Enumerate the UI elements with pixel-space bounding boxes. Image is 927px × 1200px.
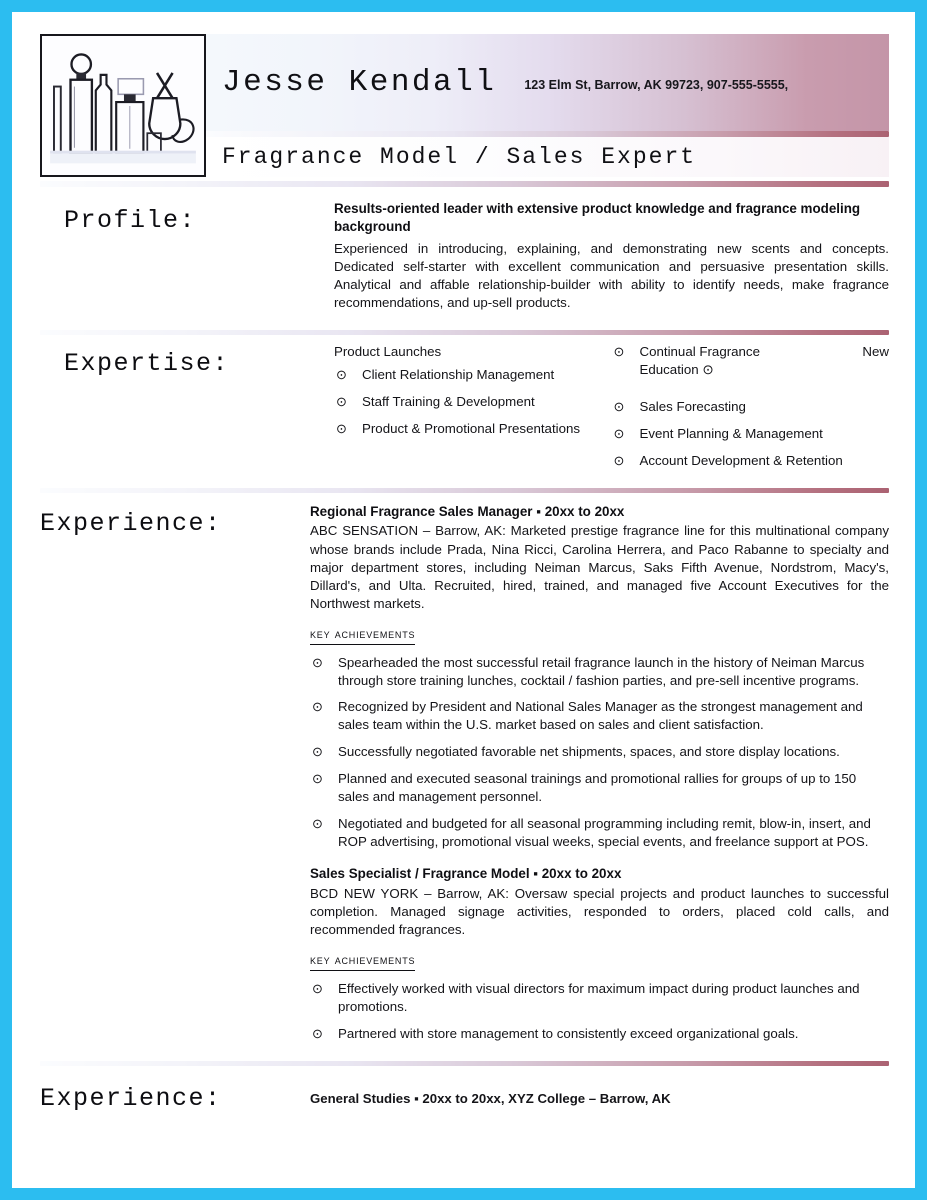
section-label-experience: Experience: — [40, 508, 222, 538]
list-item — [310, 743, 889, 761]
expertise-item-label: Staff Training & Development — [362, 393, 535, 409]
divider-after-expertise — [40, 488, 889, 493]
name-band — [206, 34, 889, 131]
list-item — [334, 420, 612, 438]
circled-dot-icon: ⊙ — [312, 980, 323, 996]
expertise-item-first — [640, 343, 890, 379]
experience-entry — [310, 865, 889, 1043]
contact-info: 123 Elm St, Barrow, AK 99723, 907-555-5555, — [524, 77, 789, 92]
education-body — [310, 1078, 889, 1113]
list-item — [612, 425, 890, 443]
expertise-column-right — [612, 343, 890, 470]
job-description: BCD NEW YORK – Barrow, AK: Oversaw special projects and product launches to successful completion. Managed signage activities, responded to orders, placed cold calls, and recommended fragrances. — [310, 885, 889, 938]
header-text-block — [206, 34, 889, 177]
experience-body — [310, 503, 889, 1043]
list-item — [310, 698, 889, 734]
section-experience — [40, 503, 889, 1043]
achievement-text: Recognized by President and National Sales Manager as the strongest management and sales team within the U.S. market based on sales and client satisfaction. — [338, 699, 863, 733]
circled-dot-icon: ⊙ — [312, 771, 323, 787]
divider-after-experience — [40, 1061, 889, 1066]
circled-dot-icon: ⊙ — [336, 366, 347, 382]
expertise-item-tail: New — [862, 343, 889, 359]
circled-dot-icon: ⊙ — [613, 343, 625, 359]
list-item — [612, 452, 890, 470]
experience-entry — [310, 503, 889, 851]
circled-dot-icon: ⊙ — [312, 699, 323, 715]
expertise-item-label: Continual Fragrance Education ⊙ — [639, 343, 760, 377]
key-achievements-heading: key achievements — [310, 626, 415, 645]
list-item — [310, 654, 889, 690]
section-label-education: Experience: — [40, 1083, 222, 1113]
expertise-item-label: Event Planning & Management — [639, 425, 823, 441]
page-title: Jesse Kendall — [222, 65, 497, 100]
job-title: Regional Fragrance Sales Manager ▪ 20xx to 20xx — [310, 503, 625, 519]
circled-dot-icon: ⊙ — [312, 744, 323, 760]
section-expertise — [40, 343, 889, 470]
resume-header — [40, 34, 889, 177]
expertise-item-label: Sales Forecasting — [639, 398, 746, 414]
job-title-band — [206, 137, 889, 177]
circled-dot-icon: ⊙ — [312, 1025, 323, 1041]
list-item — [612, 398, 890, 416]
divider-after-profile — [40, 330, 889, 335]
headline-job-title: Fragrance Model / Sales Expert — [222, 144, 697, 170]
expertise-item-label: Product & Promotional Presentations — [362, 420, 581, 436]
achievement-text: Partnered with store management to consistently exceed organizational goals. — [338, 1025, 799, 1041]
circled-dot-icon: ⊙ — [336, 393, 347, 409]
circled-dot-icon: ⊙ — [613, 452, 625, 468]
expertise-item-label: Account Development & Retention — [639, 452, 843, 468]
expertise-plain-item: Product Launches — [334, 343, 442, 359]
achievement-text: Spearheaded the most successful retail fragrance launch in the history of Neiman Marcus through store training lunches, cocktail / fashion parties, and pre-sell incentive programs. — [338, 654, 865, 688]
profile-body — [334, 200, 889, 312]
perfume-bottles-photo — [40, 34, 206, 177]
circled-dot-icon: ⊙ — [312, 816, 323, 832]
circled-dot-icon: ⊙ — [312, 654, 323, 670]
profile-headline: Results-oriented leader with extensive product knowledge and fragrance modeling background — [334, 201, 861, 234]
achievement-text: Negotiated and budgeted for all seasonal programming including remit, blow-in, insert, and ROP advertising, promotional visual weeks, special events, and freelance support at POS. — [338, 816, 871, 850]
key-achievements-heading: key achievements — [310, 952, 415, 971]
list-item — [310, 980, 889, 1016]
section-label-expertise: Expertise: — [64, 348, 230, 378]
job-title: Sales Specialist / Fragrance Model ▪ 20xx to 20xx — [310, 866, 622, 882]
list-item — [310, 815, 889, 851]
section-label-profile: Profile: — [64, 206, 197, 235]
list-item — [612, 343, 890, 379]
achievement-text: Successfully negotiated favorable net shipments, spaces, and store display locations. — [338, 744, 840, 760]
circled-dot-icon: ⊙ — [336, 420, 347, 436]
resume-sheet — [12, 12, 915, 1188]
education-entry: General Studies ▪ 20xx to 20xx, XYZ College – Barrow, AK — [310, 1090, 671, 1106]
expertise-column-left — [334, 343, 612, 470]
profile-paragraph: Experienced in introducing, explaining, and demonstrating new scents and concepts. Dedicated self-starter with excellent communication and persuasive presentation skills. Analytical and affable relationship-builder with ability to identify needs, make fragrance recommendations, and up-sell products. — [334, 240, 889, 310]
header-divider-2 — [40, 181, 889, 187]
list-item — [310, 1025, 889, 1043]
section-profile — [40, 200, 889, 312]
expertise-item-label: Client Relationship Management — [362, 366, 555, 382]
circled-dot-icon: ⊙ — [613, 425, 625, 441]
achievement-text: Planned and executed seasonal trainings and promotional rallies for groups of up to 150 sales and management personnel. — [338, 771, 857, 805]
achievement-text: Effectively worked with visual directors for maximum impact during product launches and promotions. — [338, 980, 860, 1014]
expertise-body — [334, 343, 889, 470]
list-item — [310, 770, 889, 806]
list-item — [334, 366, 612, 384]
job-description: ABC SENSATION – Barrow, AK: Marketed prestige fragrance line for this multinational company whose brands include Prada, Nina Ricci, Carolina Herrera, and Paco Rabanne to specialty and major department stores, including Neiman Marcus, Saks Fifth Avenue, Nordstrom, Macy's, Dillard's, and Ulta. Recruited, hired, trained, and managed five Account Executives for the Northwest markets. — [310, 523, 889, 611]
circled-dot-icon: ⊙ — [613, 398, 625, 414]
section-education — [40, 1078, 889, 1113]
list-item — [334, 393, 612, 411]
